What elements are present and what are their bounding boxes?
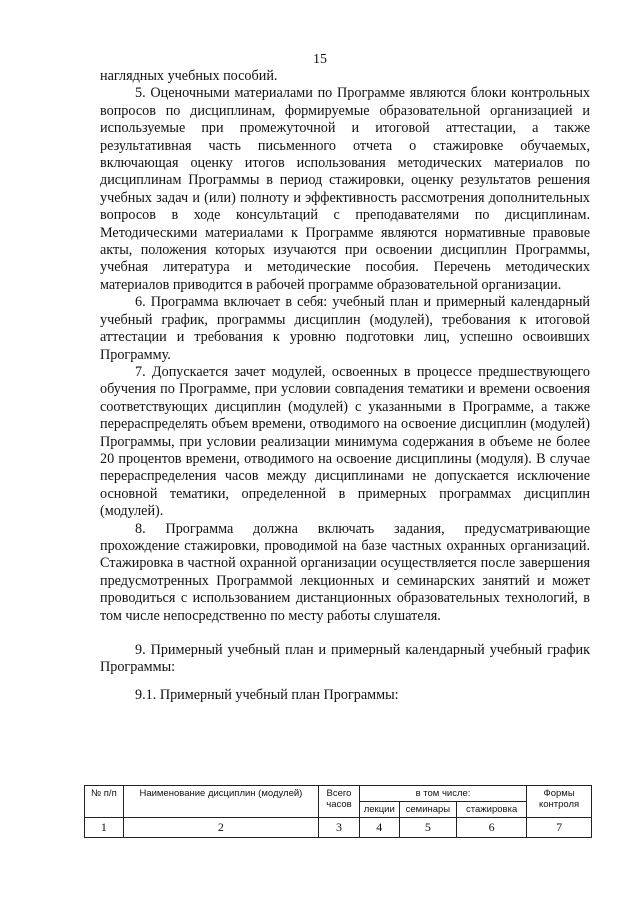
paragraph-5: 5. Оценочными материалами по Программе являются блоки контрольных вопросов по дисциплинам, формируемые образовательной организацией и используемые при промежуточной и итоговой аттестации, а также результативная часть письменного отчета о стажировке обучаемых, включающая оценку итогов использования методических материалов по дисциплинам Программы в период стажировки, оценку результатов решения учебных задач и (или) полноту и эффективность рассмотрения дополнительных вопросов в ходе консультаций с преподавателями по дисциплинам. Методическими материалами к Программе являются нормативные правовые акты, положения которых изучаются при освоении дисциплин Программы, учебная литература и методические пособия. Перечень методических материалов приводится в рабочей программе образовательной организации.: [100, 85, 590, 293]
table-row: [85, 818, 592, 838]
paragraph-9: 9. Примерный учебный план и примерный календарный учебный график Программы:: [100, 642, 590, 676]
table-cell: 6: [457, 818, 527, 838]
paragraph-continuation: наглядных учебных пособий.: [100, 68, 278, 84]
header-total: Всего часов: [319, 786, 360, 818]
table-cell: 1: [85, 818, 124, 838]
table-cell: 4: [359, 818, 399, 838]
paragraph-9-1: 9.1. Примерный учебный план Программы:: [135, 686, 399, 703]
header-name: Наименование дисциплин (модулей): [123, 786, 318, 818]
header-seminars: семинары: [399, 802, 456, 818]
paragraph-8: 8. Программа должна включать задания, предусматривающие прохождение стажировки, проводимой на базе частных охранных организаций. Стажировка в частной охранной организации осуществляется после завершения предусмотренных Программой лекционных и семинарских занятий и может проводиться с использованием дистанционных образовательных технологий, в том числе непосредственно по месту работы слушателя.: [100, 520, 590, 624]
table-cell: 2: [123, 818, 318, 838]
header-num: № п/п: [85, 786, 124, 818]
page-number: 15: [313, 52, 327, 67]
header-internship: стажировка: [457, 802, 527, 818]
header-including: в том числе:: [359, 786, 526, 802]
study-plan-table: [84, 785, 592, 838]
paragraph-6: 6. Программа включает в себя: учебный план и примерный календарный учебный график, программы дисциплин (модулей), требования к итоговой аттестации и требования к уровню подготовки лиц, успешно освоивших Программу.: [100, 294, 590, 363]
table-cell: 7: [527, 818, 592, 838]
paragraph-7: 7. Допускается зачет модулей, освоенных в процессе предшествующего обучения по Программе, при условии совпадения тематики и времени освоения соответствующих дисциплин (модулей) с указанными в Программе, а также перераспределять объем времени, отводимого на освоение дисциплин (модулей) Программы, при условии реализации минимума содержания в объеме не более 20 процентов времени, отводимого на освоение дисциплины (модуля). В случае перераспределения часов между дисциплинами не допускается исключение основной тематики, определенной в примерных программах дисциплин (модулей).: [100, 363, 590, 520]
header-lectures: лекции: [359, 802, 399, 818]
document-body: [100, 68, 590, 704]
header-control: Формы контроля: [527, 786, 592, 818]
table-cell: 5: [399, 818, 456, 838]
table-cell: 3: [319, 818, 360, 838]
